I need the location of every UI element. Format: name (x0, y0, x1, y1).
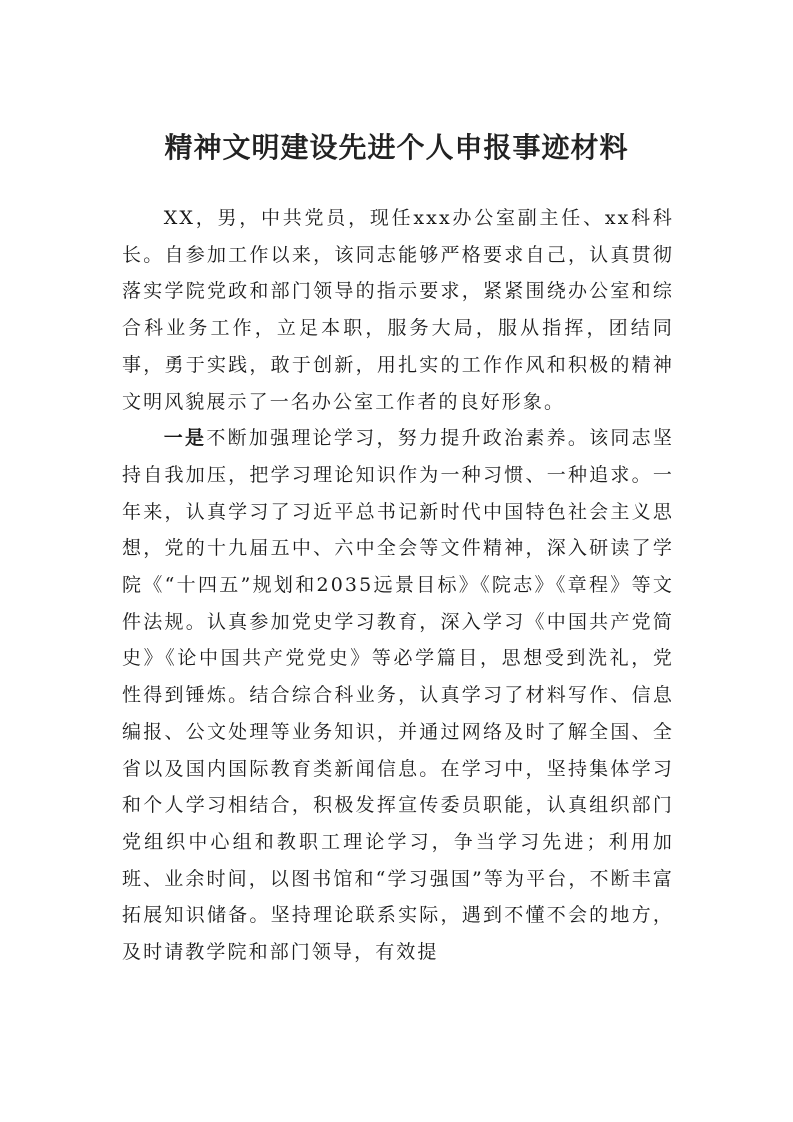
paragraph-intro-text: XX，男，中共党员，现任xxx办公室副主任、xx科科长。自参加工作以来，该同志能够严格要求自己，认真贯彻落实学院党政和部门领导的指示要求，紧紧围绕办公室和综合科业务工作，立足本职，服务大局，服从指挥，团结同事，勇于实践，敢于创新，用扎实的工作作风和积极的精神文明风貌展示了一名办公室工作者的良好形象。 (122, 207, 674, 413)
paragraph-intro (122, 200, 674, 420)
paragraph-point-one (122, 420, 674, 971)
paragraph-point-one-lead: 一是 (163, 427, 207, 450)
document-title: 精神文明建设先进个人申报事迹材料 (164, 131, 629, 164)
document-body (122, 200, 674, 971)
paragraph-point-one-text: 不断加强理论学习，努力提升政治素养。该同志坚持自我加压，把学习理论知识作为一种习惯、一种追求。一年来，认真学习了习近平总书记新时代中国特色社会主义思想，党的十九届五中、六中全会等文件精神，深入研读了学院《“十四五”规划和2035远景目标》《院志》《章程》等文件法规。认真参加党史学习教育，深入学习《中国共产党简史》《论中国共产党党史》等必学篇目，思想受到洗礼，党性得到锤炼。结合综合科业务，认真学习了材料写作、信息编报、公文处理等业务知识，并通过网络及时了解全国、全省以及国内国际教育类新闻信息。在学习中，坚持集体学习和个人学习相结合，积极发挥宣传委员职能，认真组织部门党组织中心组和教职工理论学习，争当学习先进；利用加班、业余时间，以图书馆和“学习强国”等为平台，不断丰富拓展知识储备。坚持理论联系实际，遇到不懂不会的地方，及时请教学院和部门领导，有效提 (122, 427, 674, 964)
